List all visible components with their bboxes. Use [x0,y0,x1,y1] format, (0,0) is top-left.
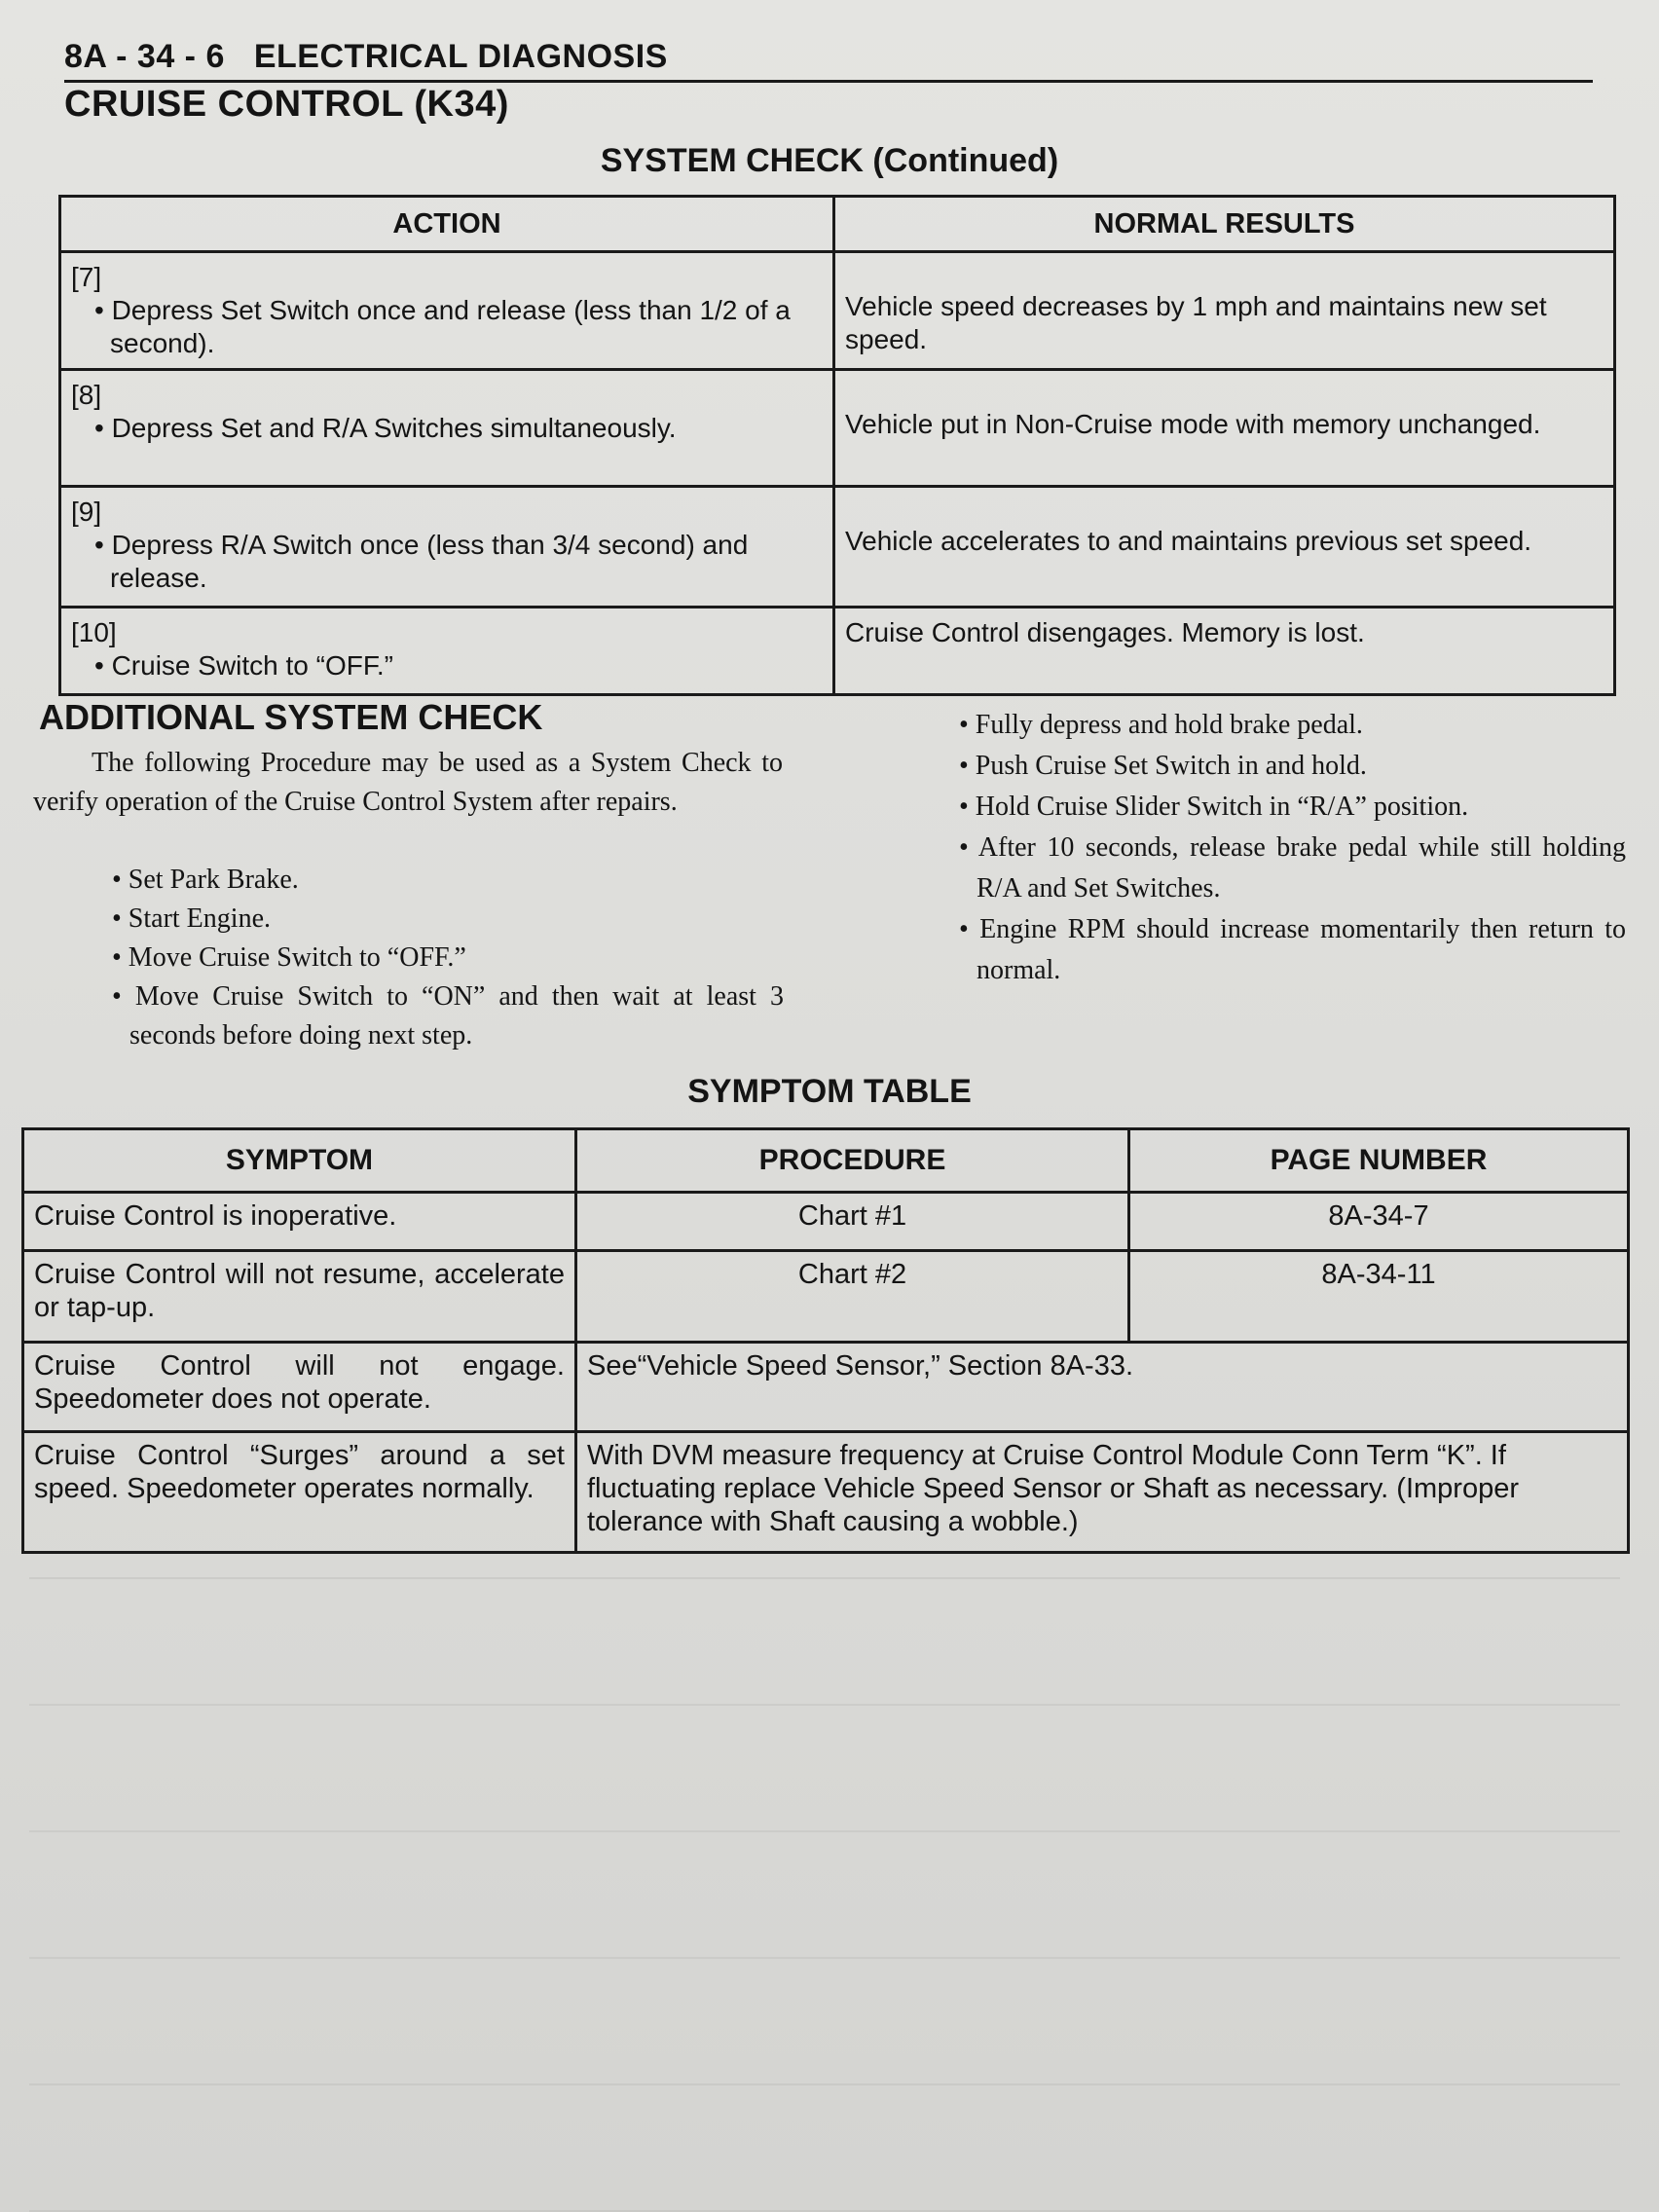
step-number: [10] [71,617,117,647]
system-check-title: SYSTEM CHECK (Continued) [600,142,1059,179]
list-item: • Move Cruise Switch to “ON” and then wait at least 3 seconds before doing next step. [112,981,784,1051]
list-item: • Push Cruise Set Switch in and hold. [959,751,1367,781]
column-header-procedure: PROCEDURE [576,1129,1129,1193]
action-text: • Depress Set Switch once and release (less than 1/2 of a second). [94,295,791,358]
action-cell [60,370,834,487]
page-cell: 8A-34-7 [1129,1193,1629,1251]
procedure-cell: Chart #1 [576,1193,1129,1251]
action-text: • Depress R/A Switch once (less than 3/4 second) and release. [94,530,749,593]
symptom-table-title: SYMPTOM TABLE [687,1073,972,1110]
additional-check-intro: The following Procedure may be used as a System Check to verify operation of the Cruise Control System after repairs. [33,748,783,817]
page-number: 8A - 34 - 6 [64,38,225,75]
result-cell: Vehicle speed decreases by 1 mph and maintains new set speed. [834,252,1615,370]
symptom-cell: Cruise Control is inoperative. [23,1193,576,1251]
column-header-page-number: PAGE NUMBER [1129,1129,1629,1193]
column-header-action: ACTION [60,197,834,252]
additional-check-steps-right [959,705,1626,991]
symptom-cell: Cruise Control will not resume, accelerate or tap-up. [23,1251,576,1343]
section-name: ELECTRICAL DIAGNOSIS [253,38,668,75]
list-item: • After 10 seconds, release brake pedal while still holding R/A and Set Switches. [959,832,1626,903]
table-row [23,1193,1629,1251]
table-row [60,487,1615,608]
column-header-symptom: SYMPTOM [23,1129,576,1193]
action-cell [60,487,834,608]
action-text: • Depress Set and R/A Switches simultaneously. [94,413,677,443]
action-text: • Cruise Switch to “OFF.” [94,650,393,681]
system-check-table [58,195,1616,696]
procedure-cell: See“Vehicle Speed Sensor,” Section 8A-33. [576,1343,1629,1432]
result-cell: Cruise Control disengages. Memory is lost. [834,608,1615,695]
table-row [60,608,1615,695]
table-header-row [60,197,1615,252]
bleed-through-area [29,1577,1620,2202]
page-header [64,29,1593,83]
action-cell [60,608,834,695]
table-row [60,370,1615,487]
additional-check-steps-left [112,861,784,1055]
procedure-cell: With DVM measure frequency at Cruise Control Module Conn Term “K”. If fluctuating replace Vehicle Speed Sensor or Shaft as necessary. (Improper tolerance with Shaft causing a wobble.) [576,1432,1629,1553]
list-item: • Fully depress and hold brake pedal. [959,710,1363,740]
result-cell: Vehicle put in Non-Cruise mode with memory unchanged. [834,370,1615,487]
step-number: [7] [71,262,102,292]
symptom-cell: Cruise Control “Surges” around a set speed. Speedometer operates normally. [23,1432,576,1553]
procedure-cell: Chart #2 [576,1251,1129,1343]
table-row [23,1432,1629,1553]
list-item: • Start Engine. [112,903,271,934]
additional-check-title: ADDITIONAL SYSTEM CHECK [39,697,543,737]
list-item: • Move Cruise Switch to “OFF.” [112,942,466,973]
table-row [23,1251,1629,1343]
step-number: [9] [71,497,102,527]
symptom-cell: Cruise Control will not engage. Speedometer does not operate. [23,1343,576,1432]
symptom-table [21,1127,1630,1554]
page-cell: 8A-34-11 [1129,1251,1629,1343]
step-number: [8] [71,380,102,410]
column-header-normal-results: NORMAL RESULTS [834,197,1615,252]
list-item: • Set Park Brake. [112,865,299,895]
list-item: • Engine RPM should increase momentarily then return to normal. [959,914,1626,985]
table-row [60,252,1615,370]
list-item: • Hold Cruise Slider Switch in “R/A” position. [959,792,1469,822]
table-row [23,1343,1629,1432]
result-cell: Vehicle accelerates to and maintains previous set speed. [834,487,1615,608]
page-title: CRUISE CONTROL (K34) [64,84,509,125]
table-header-row [23,1129,1629,1193]
action-cell [60,252,834,370]
